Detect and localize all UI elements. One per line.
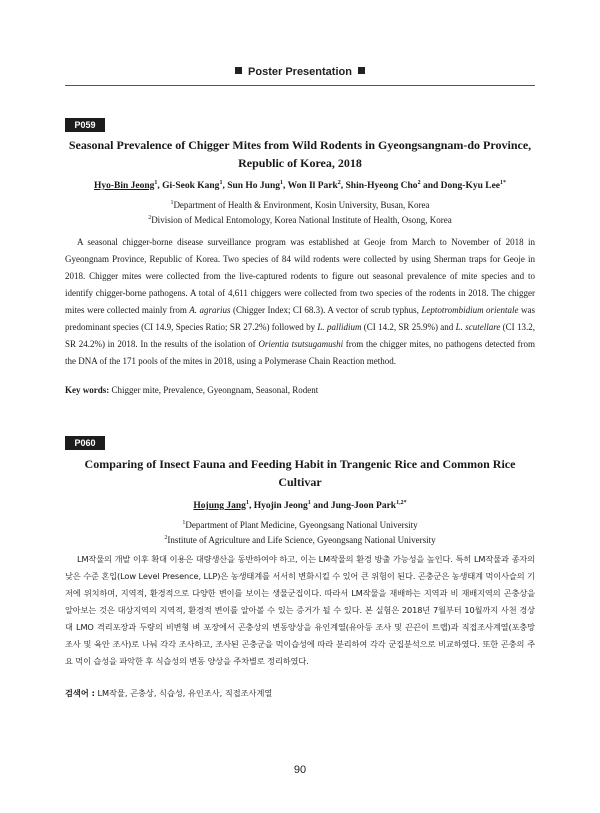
section-header-label: Poster Presentation <box>248 66 352 78</box>
author: Shin-Hyeong Cho <box>345 181 418 192</box>
author: Gi-Seok Kang <box>162 181 220 192</box>
keywords-text: Chigger mite, Prevalence, Gyeongnam, Seasonal, Rodent <box>109 385 319 395</box>
keywords-label: 검색어 : <box>65 688 95 698</box>
square-bullet-icon <box>235 67 242 74</box>
species-name: L. pallidium <box>317 322 362 332</box>
affiliation: $^2$Institute of Agriculture and Life Science, Gyeongsang National University <box>164 535 436 545</box>
keywords-label: Key words: <box>65 385 110 395</box>
section-header <box>0 66 600 78</box>
affiliation: $^1$Department of Health & Environment, Kosin University, Busan, Korea <box>170 200 430 210</box>
affiliations <box>65 197 535 227</box>
presenting-author: Hyo-Bin Jeong <box>93 181 155 192</box>
author-list: Hojung Jang$^1$, Hyojin Jeong$^1$ and Jung-Joon Park$^{1,2*}$ <box>193 500 407 512</box>
species-name: L. scutellare <box>455 322 501 332</box>
paper-title: Comparing of Insect Fauna and Feeding Habit in Trangenic Rice and Common Rice Cultivar <box>84 457 516 489</box>
author: Won Il Park <box>287 181 338 192</box>
affiliations <box>65 517 535 547</box>
paper-id-badge: P059 <box>65 118 105 132</box>
author-list: Hyo-Bin Jeong$^1$, Gi-Seok Kang$^1$, Sun Ho Jung$^1$, Won Il Park$^2$, Shin-Hyeong Cho$^2$ and Dong-Kyu Lee$^{1*}$ <box>93 180 507 192</box>
header-divider <box>65 85 535 86</box>
paper-title: Seasonal Prevalence of Chigger Mites from Wild Rodents in Gyeongsangnam-do Province, Republic of Korea, 2018 <box>68 138 532 170</box>
author: Sun Ho Jung <box>227 181 280 192</box>
page-number: 90 <box>293 764 307 776</box>
affiliation: $^1$Department of Plant Medicine, Gyeongsang National University <box>182 520 418 530</box>
author: Dong-Kyu Lee <box>440 181 501 192</box>
square-bullet-icon <box>358 67 365 74</box>
species-name: Orientia tsutsugamushi <box>258 339 344 349</box>
author: Hyojin Jeong <box>253 501 308 512</box>
abstract: LM작물의 개발 이후 확대 이용은 대량생산을 동반하여야 하고, 이는 LM작물의 환경 방출 가능성을 높인다. 특히 LM작물과 종자의 낮은 수준 혼입(Low Level Presence, LLP)은 농생태계를 서서히 변화시킬 수 있어 큰 위험이 된다. 곤충군은 농생태계 먹이사슬의 기저에 위치하며, 지역적, 환경적으로 다양한 변이를 보이는 생물군집이다. 따라서 LM작물을 재배하는 지역과 비 재배지역의 곤충상을 알아보는 것은 대상지역의 지역적, 환경적 변이를 알아볼 수 있는 증거가 될 수 있다. 본 실험은 2018년 7월부터 10월까지 사천 경상대 LMO 격리포장과 두량의 비변형 벼 포장에서 곤충상의 변동양상을 유인계열(유아등 조사 및 끈끈이 트랩)과 직접조사계열(포충망 조사 및 육안 조사)로 나눠 각각 조사하고, 조사된 곤충군을 먹이습성에 따라 분리하여 각각 군집분석으로 비교하였다. 또한 곤충의 주요 먹이 습성을 파악한 후 식습성의 변동 양상을 주차별로 정리하였다. <box>65 554 535 666</box>
author: Jung-Joon Park <box>330 501 397 512</box>
affiliation: $^2$Division of Medical Entomology, Korea National Institute of Health, Osong, Korea <box>148 215 452 225</box>
paper-id-badge: P060 <box>65 436 105 450</box>
presenting-author: Hojung Jang <box>193 501 246 512</box>
keywords <box>65 385 535 395</box>
species-name: Leptotrombidium orientale <box>421 305 519 315</box>
keywords <box>65 688 535 699</box>
keywords-text: LM작물, 곤충상, 식습성, 유인조사, 직접조사계열 <box>94 688 273 698</box>
abstract: A seasonal chigger-borne disease surveillance program was established at Geoje from March to November of 2018 in Gyeongnam Province, Republic of Korea. Two species of 84 wild rodents were collected by using Sherman traps for Geoje in 2018. Chigger mites were collected from the live-captured rodents to figure out seasonal prevalence of mite species and to identify chigger-borne pathogens. A total of 4,611 chiggers were collected from two species of the rodents in 2018. The chigger mites were collected mainly from A. agrarius (Chigger Index; CI 68.3). A vector of scrub typhus, Leptotrombidium orientale was predominant species (CI 14.9, Species Ratio; SR 27.2%) followed by L. pallidium (CI 14.2, SR 25.9%) and L. scutellare (CI 13.2, SR 24.2%) in 2018. In the results of the isolation of Orientia tsutsugamushi from the chigger mites, no pathogens detected from the DNA of the 171 pools of the mites in 2018, using a Polymerase Chain Reaction method. <box>65 237 536 366</box>
species-name: A. agrarius <box>189 305 231 315</box>
